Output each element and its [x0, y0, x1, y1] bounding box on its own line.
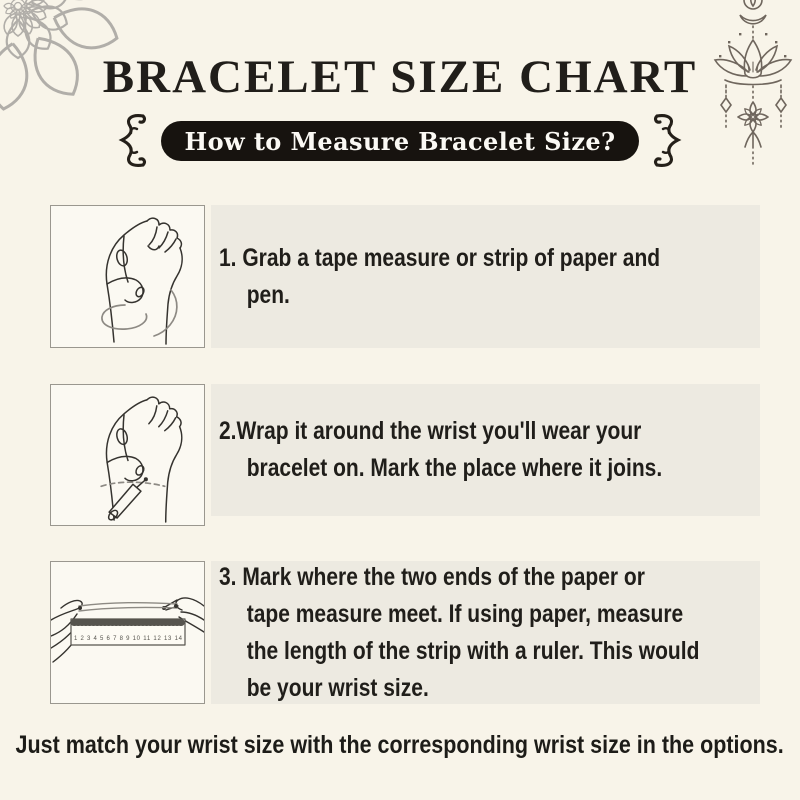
- step2-line2: bracelet on. Mark the place where it joins.: [246, 454, 663, 482]
- step1-illustration-box: [50, 205, 205, 348]
- how-to-measure-badge: How to Measure Bracelet Size?: [161, 121, 640, 161]
- step-2-row: [50, 384, 760, 526]
- step3-line4: be your wrist size.: [246, 673, 429, 702]
- step-1-row: [50, 205, 760, 348]
- step2-line1: 2.Wrap it around the wrist you'll wear your: [219, 417, 642, 445]
- step2-text: [219, 413, 673, 487]
- step3-illustration-box: [50, 561, 205, 704]
- step-3-row: [50, 561, 760, 704]
- ruler-sketch: [71, 619, 185, 645]
- ruler-numbers: 1 2 3 4 5 6 7 8 9 10 11 12 13 14: [74, 636, 182, 642]
- step2-text-panel: [211, 384, 760, 516]
- step1-text-panel: [211, 205, 760, 348]
- step1-text: [219, 240, 673, 314]
- paper-strip-sketch: [79, 603, 177, 611]
- step3-text: [219, 559, 700, 707]
- step2-illustration-box: [50, 384, 205, 526]
- hands-ruler-icon: [51, 562, 204, 703]
- pen-sketch: [107, 478, 147, 521]
- page-title: BRACELET SIZE CHART: [102, 51, 698, 103]
- badge-row: [0, 112, 800, 170]
- step3-line1: 3. Mark where the two ends of the paper or: [219, 562, 645, 591]
- step1-line2: pen.: [246, 280, 290, 309]
- step3-line2: tape measure meet. If using paper, measure: [246, 599, 684, 628]
- footer-text: Just match your wrist size with the corresponding wrist size in the options.: [15, 731, 785, 759]
- step3-line3: the length of the strip with a ruler. This would: [246, 636, 700, 665]
- step3-text-panel: [211, 561, 760, 704]
- lotus-moon: [740, 0, 766, 24]
- footer-note: [0, 731, 800, 760]
- step1-line1: 1. Grab a tape measure or strip of paper and: [219, 243, 661, 272]
- right-flourish-icon: [648, 112, 684, 170]
- hand-with-bracelet-icon: [51, 206, 204, 347]
- hand-marking-wrist-icon: [51, 385, 204, 525]
- left-flourish-icon: [116, 112, 152, 170]
